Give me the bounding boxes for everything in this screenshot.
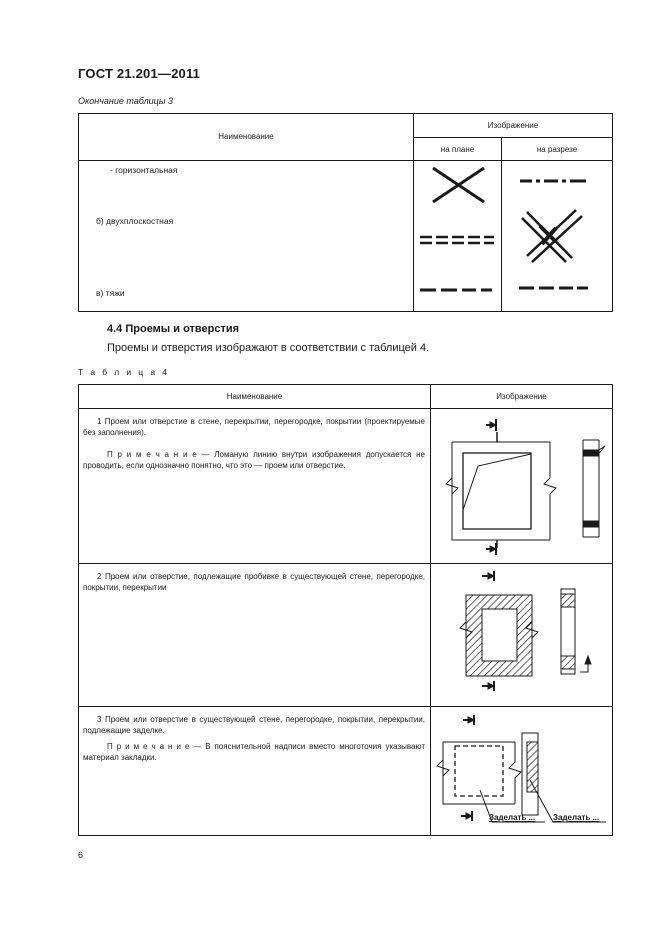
punch-opening-plan-drawing [460, 571, 538, 691]
table3-col-plan: на плане [440, 145, 475, 154]
table3-col-section: на разрезе [536, 145, 578, 154]
document-header: ГОСТ 21.201—2011 [78, 66, 201, 81]
table4-col-name: Наименование [226, 392, 283, 401]
table3-frame [79, 114, 613, 312]
table4-row2-text: 2 Проем или отверстие, подлежащие пробивке в существующей стене, перегородке, покрытии, перекрытии [83, 572, 425, 592]
table3-row-ties: в) тяжи [96, 288, 125, 298]
table4-row3-text: 3 Проем или отверстие в существующей стене, перегородке, покрытии, перекрытии, подлежащие заделке. [83, 715, 425, 735]
table3-caption: Окончание таблицы 3 [78, 96, 173, 106]
page-number: 6 [78, 850, 84, 860]
table3-row-biplanar: б) двухплоскостная [96, 216, 174, 226]
section-title: 4.4 Проемы и отверстия [107, 323, 240, 335]
fill-opening-section-drawing [522, 733, 606, 822]
opening-plan-drawing [446, 419, 556, 555]
fill-label-section: Заделать ... [553, 813, 600, 822]
biplanar-plan-symbol [420, 237, 494, 243]
table3-col-name: Наименование [218, 132, 274, 141]
table3-col-image: Изображение [487, 121, 539, 130]
horizontal-plan-symbol [433, 168, 484, 202]
fill-label-plan: Заделать ... [489, 813, 536, 822]
table4-caption: Т а б л и ц а 4 [78, 367, 170, 377]
section-body: Проемы и отверстия изображают в соответствии с таблицей 4. [107, 342, 430, 354]
punch-opening-section-drawing [561, 589, 591, 674]
table4-row3-note: П р и м е ч а н и е — В пояснительной надписи вместо многоточия указывают материал закладки. [83, 742, 425, 762]
table4-row1-text: 1 Проем или отверстие в стене, перекрытии, перегородке, покрытии (проектируемые без заполнения). [83, 417, 425, 437]
table3-row-horizontal: - горизонтальная [110, 165, 178, 175]
table4-col-image: Изображение [496, 392, 547, 401]
table4-row1-note: П р и м е ч а н и е — Ломаную линию внутри изображения допускается не проводить, если однозначно понятно, что это — проем или отверстие. [83, 450, 425, 470]
opening-section-drawing [583, 440, 605, 537]
biplanar-section-symbol [522, 210, 582, 262]
